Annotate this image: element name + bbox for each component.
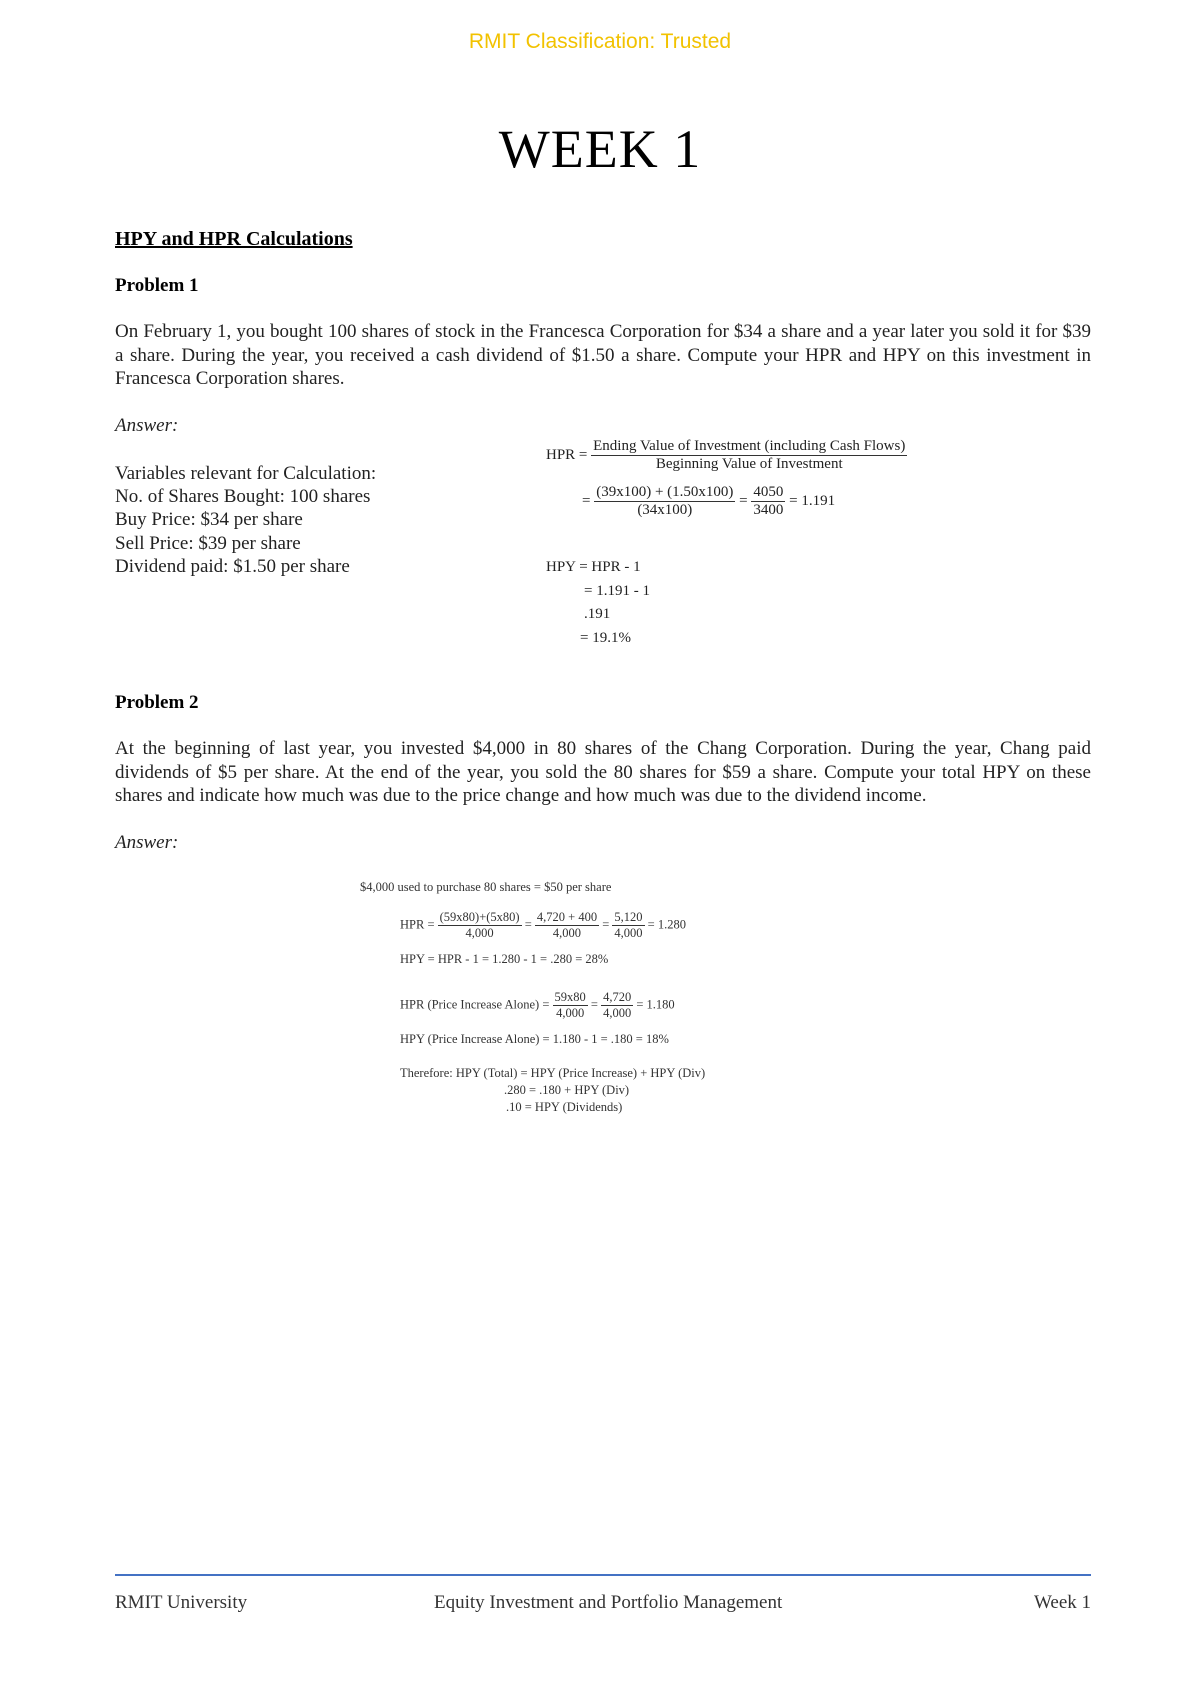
hpr-fraction-c-numerator: 5,120: [614, 910, 643, 924]
price-fraction-q-denominator: 4,000: [603, 1006, 632, 1020]
problem-1-text: On February 1, you bought 100 shares of stock in the Francesca Corporation for $34 a share and a year later you sold it for $39 a share. During the year, you received a cash dividend of $1.50 a share. Compute your HPR and HPY on this investment in Francesca Corporation shares.: [115, 321, 1091, 389]
problem-2-purchase-line: $4,000 used to purchase 80 shares = $50 per share: [360, 880, 612, 894]
equals-sign: =: [582, 492, 591, 509]
classification-label: RMIT Classification: Trusted: [468, 30, 732, 53]
variables-heading: Variables relevant for Calculation:: [115, 463, 377, 484]
hpr-result: = 1.191: [789, 492, 836, 509]
price-fraction-q-numerator: 4,720: [603, 990, 632, 1004]
hpr-fraction-c-denominator: 4,000: [614, 926, 643, 940]
hpr-calc-numerator: (39x100) + (1.50x100): [596, 484, 734, 500]
problem-1-hpy-calculation: [546, 556, 650, 650]
problem-1-hpr-calculation: [582, 484, 835, 519]
price-fraction-p: [553, 990, 588, 1021]
hpr-result-denominator: 3400: [753, 502, 784, 518]
problem-1-label: Problem 1: [115, 275, 199, 296]
footer-left: RMIT University: [115, 1592, 248, 1613]
footer-center: Equity Investment and Portfolio Management: [434, 1592, 783, 1613]
variable-dividend: Dividend paid: $1.50 per share: [115, 555, 350, 577]
equals-sign: =: [524, 917, 532, 932]
problem-2-text: At the beginning of last year, you invested $4,000 in 80 shares of the Chang Corporation. During the year, Chang paid dividends of $5 per share. At the end of the year, you sold the 80 shares for $59 a share. Compute your total HPY on these shares and indicate how much was due to the price change and how much was due to the dividend income.: [115, 738, 1091, 806]
hpr-fraction-a-denominator: 4,000: [465, 926, 494, 940]
problem-2-dividend-line-2: .10 = HPY (Dividends): [506, 1100, 623, 1114]
variable-buy-price: Buy Price: $34 per share: [115, 509, 303, 531]
hpy-result: = 19.1%: [580, 629, 631, 646]
hpy-line: = 1.191 - 1: [584, 582, 650, 599]
hpy-line: HPY = HPR - 1: [546, 559, 641, 575]
hpr-fraction-b: [535, 910, 599, 941]
problem-2-hpy-line: HPY = HPR - 1 = 1.280 - 1 = .280 = 28%: [400, 952, 609, 966]
hpr-fraction-a: [438, 910, 522, 941]
price-hpr-result: = 1.180: [636, 997, 675, 1012]
variable-sell-price: Sell Price: $39 per share: [115, 532, 301, 554]
price-fraction-p-numerator: 59x80: [554, 990, 586, 1004]
hpr-result: = 1.280: [647, 917, 686, 932]
problem-2-therefore-line: Therefore: HPY (Total) = HPY (Price Increase) + HPY (Div): [400, 1066, 706, 1080]
page-title: WEEK 1: [498, 119, 702, 179]
hpr-definition-denominator: Beginning Value of Investment: [655, 456, 843, 472]
problem-2-label: Problem 2: [115, 692, 199, 713]
problem-2-answer-label: Answer:: [115, 832, 179, 853]
hpr-fraction-b-denominator: 4,000: [552, 926, 582, 940]
problem-2-hpr-calculation: [400, 910, 686, 941]
problem-2-price-hpy: HPY (Price Increase Alone) = 1.180 - 1 = .180 = 18%: [400, 1032, 669, 1046]
price-fraction-q: [601, 990, 633, 1021]
price-fraction-p-denominator: 4,000: [556, 1006, 585, 1020]
hpr-label: HPR =: [400, 917, 435, 932]
footer-divider: [115, 1574, 1091, 1576]
equals-sign: =: [602, 917, 610, 932]
problem-1-variables: [115, 462, 376, 578]
price-hpr-label: HPR (Price Increase Alone) =: [400, 997, 550, 1012]
hpr-fraction-a-numerator: (59x80)+(5x80): [439, 910, 520, 924]
problem-2-price-hpr: [400, 990, 675, 1021]
hpr-fraction-c: [612, 910, 644, 941]
hpr-definition-numerator: Ending Value of Investment (including Cash Flows): [593, 438, 906, 454]
problem-1-hpr-formula: [546, 438, 907, 473]
footer-right: Week 1: [1033, 1592, 1091, 1613]
hpr-fraction-b-numerator: 4,720 + 400: [536, 910, 598, 924]
hpr-definition-fraction: [591, 438, 907, 473]
hpr-result-numerator: 4050: [753, 484, 784, 500]
variable-shares: No. of Shares Bought: 100 shares: [115, 486, 371, 508]
hpr-result-fraction: [751, 484, 785, 519]
equals-sign: =: [590, 997, 598, 1012]
section-heading: HPY and HPR Calculations: [115, 228, 353, 250]
equals-sign: =: [739, 492, 748, 509]
problem-2-dividend-line-1: .280 = .180 + HPY (Div): [504, 1083, 630, 1097]
hpr-label: HPR =: [546, 446, 588, 463]
hpr-calc-denominator: (34x100): [637, 502, 693, 518]
problem-1-answer-label: Answer:: [115, 415, 179, 436]
hpy-line: .191: [584, 606, 611, 622]
hpr-calc-fraction: [594, 484, 735, 519]
